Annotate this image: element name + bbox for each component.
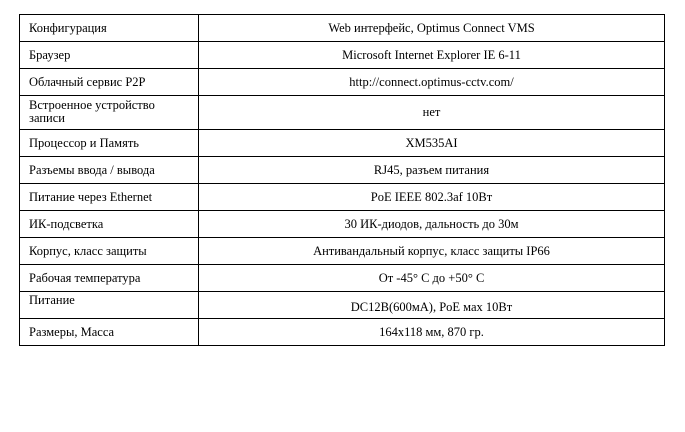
row-label: Браузер: [20, 42, 199, 69]
row-label: Рабочая температура: [20, 265, 199, 292]
table-row: [20, 42, 665, 69]
table-row: [20, 184, 665, 211]
row-value: Антивандальный корпус, класс защиты IP66: [199, 238, 665, 265]
table-row: [20, 211, 665, 238]
table-row: [20, 157, 665, 184]
row-label: Размеры, Масса: [20, 319, 199, 346]
row-value: 30 ИК-диодов, дальность до 30м: [199, 211, 665, 238]
row-label: ИК-подсветка: [20, 211, 199, 238]
table-row: [20, 96, 665, 130]
row-value: RJ45, разъем питания: [199, 157, 665, 184]
row-label: Корпус, класс защиты: [20, 238, 199, 265]
table-row: [20, 238, 665, 265]
table-row: [20, 265, 665, 292]
row-value: PoE IEEE 802.3af 10Вт: [199, 184, 665, 211]
row-value: XM535AI: [199, 130, 665, 157]
row-label: Процессор и Память: [20, 130, 199, 157]
row-value: От -45° С до +50° С: [199, 265, 665, 292]
table-row: [20, 319, 665, 346]
row-value: Microsoft Internet Explorer IE 6-11: [199, 42, 665, 69]
row-value: Web интерфейс, Optimus Connect VMS: [199, 15, 665, 42]
row-label: Питание: [20, 292, 199, 319]
row-value: нет: [199, 96, 665, 130]
row-value: 164x118 мм, 870 гр.: [199, 319, 665, 346]
table-row: [20, 15, 665, 42]
row-label: Питание через Ethernet: [20, 184, 199, 211]
row-label: Встроенное устройство записи: [20, 96, 199, 130]
table-row: [20, 130, 665, 157]
row-value: http://connect.optimus-cctv.com/: [199, 69, 665, 96]
row-label: Облачный сервис P2P: [20, 69, 199, 96]
row-value: DC12В(600мА), PoE мах 10Вт: [199, 292, 665, 319]
table-row: [20, 69, 665, 96]
row-label: Конфигурация: [20, 15, 199, 42]
row-label: Разъемы ввода / вывода: [20, 157, 199, 184]
table-row: [20, 292, 665, 319]
spec-table: [19, 14, 665, 346]
